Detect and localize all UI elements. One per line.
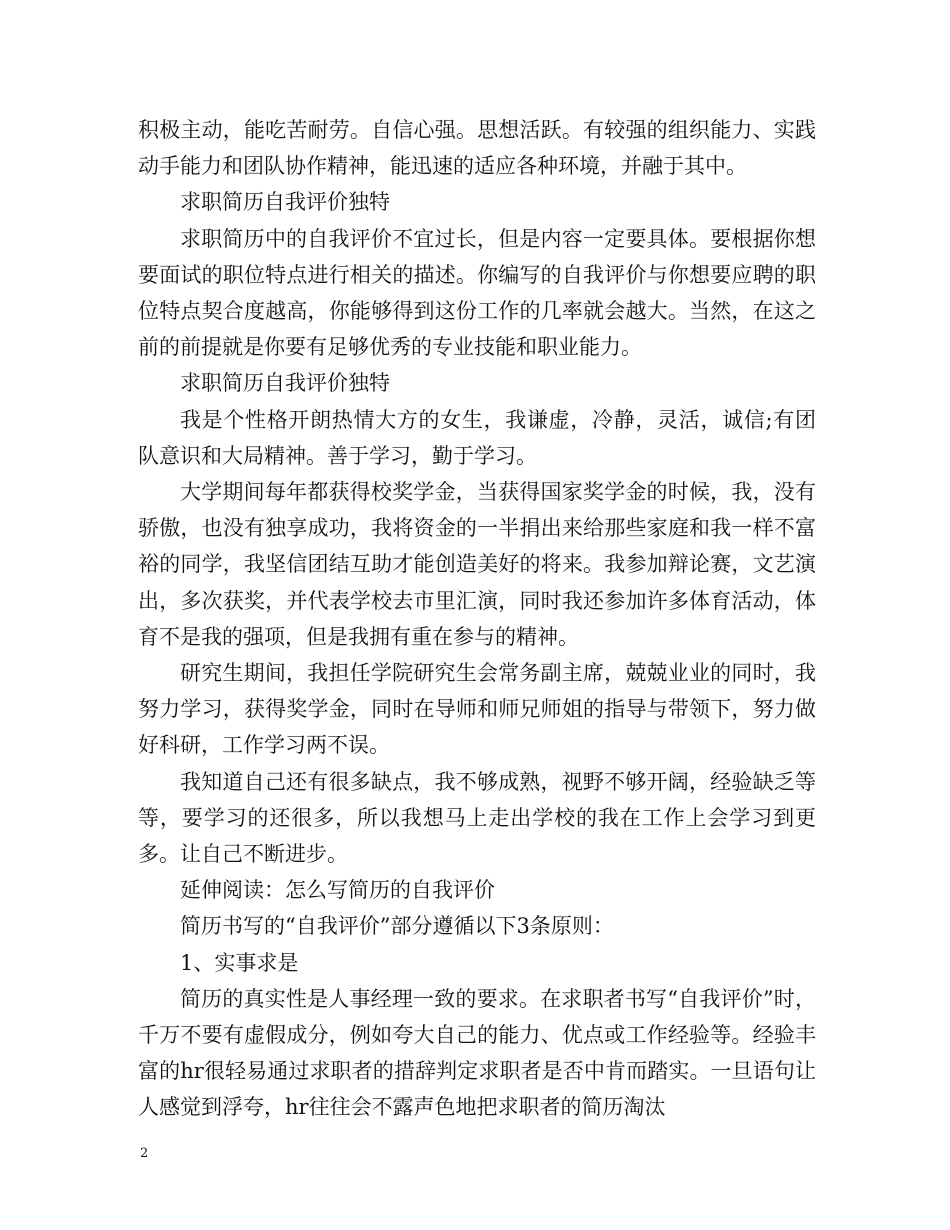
list-heading: 1、实事求是: [180, 950, 299, 975]
paragraph: 大学期间每年都获得校奖学金，当获得国家奖学金的时候，我，没有骄傲，也没有独享成功，我将资金的一半捐出来给那些家庭和我一样不富裕的同学，我坚信团结互助才能创造美好的将来。我参加辩论赛，文艺演出，多次获奖，并代表学校去市里汇演，同时我还参加许多体育活动，体育不是我的强项，但是我拥有重在参与的精神。: [138, 480, 816, 649]
section-heading: 延伸阅读：怎么写简历的自我评价: [180, 878, 495, 903]
paragraph: 研究生期间，我担任学院研究生会常务副主席，兢兢业业的同时，我努力学习，获得奖学金，同时在导师和师兄师姐的指导与带领下，努力做好科研，工作学习两不误。: [138, 661, 816, 758]
paragraph: 简历书写的“自我评价”部分遵循以下3条原则：: [180, 914, 614, 939]
section-heading: 求职简历自我评价独特: [180, 190, 390, 215]
document-body: [138, 112, 816, 1126]
paragraph: 我是个性格开朗热情大方的女生，我谦虚，冷静，灵活，诚信;有团队意识和大局精神。善于学习，勤于学习。: [138, 407, 816, 468]
section-heading: 求职简历自我评价独特: [180, 371, 390, 396]
paragraph: 我知道自己还有很多缺点，我不够成熟，视野不够开阔，经验缺乏等等，要学习的还很多，所以我想马上走出学校的我在工作上会学习到更多。让自己不断进步。: [138, 769, 816, 867]
paragraph-continuation: 积极主动，能吃苦耐劳。自信心强。思想活跃。有较强的组织能力、实践动手能力和团队协作精神，能迅速的适应各种环境，并融于其中。: [138, 118, 816, 179]
paragraph: 简历的真实性是人事经理一致的要求。在求职者书写“自我评价”时，千万不要有虚假成分，例如夸大自己的能力、优点或工作经验等。经验丰富的hr很轻易通过求职者的措辞判定求职者是否中肯而踏实。一旦语句让人感觉到浮夸，hr往往会不露声色地把求职者的简历淘汰: [138, 986, 816, 1120]
paragraph: 求职简历中的自我评价不宜过长，但是内容一定要具体。要根据你想要面试的职位特点进行相关的描述。你编写的自我评价与你想要应聘的职位特点契合度越高，你能够得到这份工作的几率就会越大。当然，在这之前的前提就是你要有足够优秀的专业技能和职业能力。: [138, 226, 816, 360]
page-number: 2: [140, 1146, 149, 1161]
